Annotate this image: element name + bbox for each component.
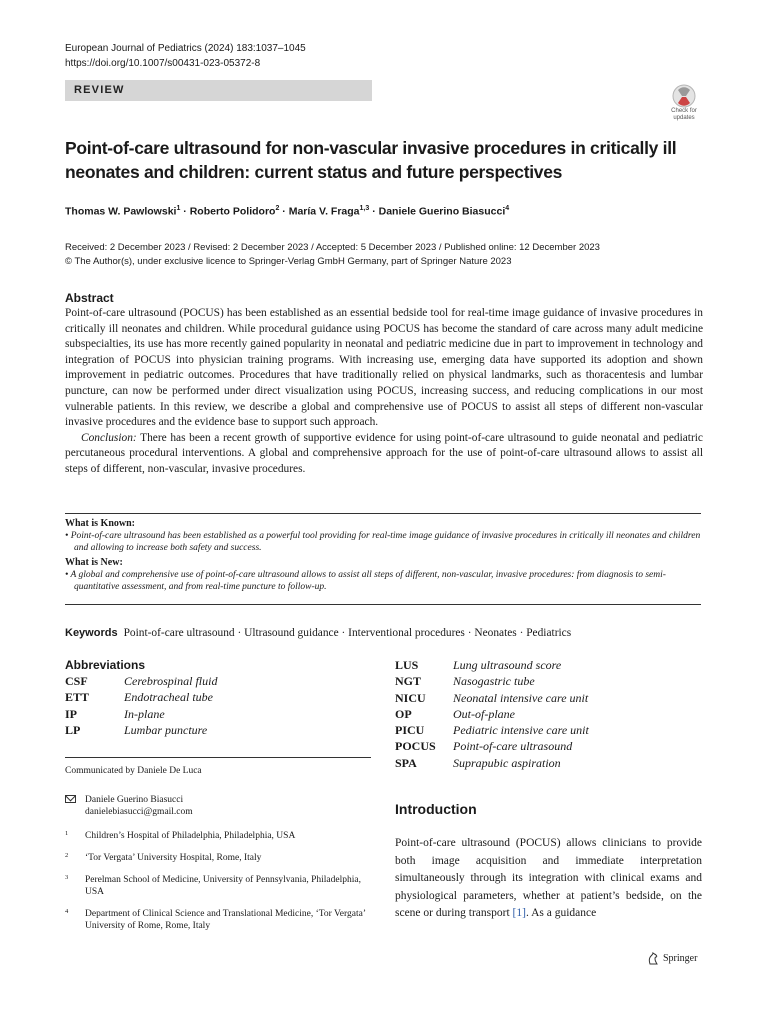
keywords-label: Keywords [65, 627, 118, 639]
abbreviation-row [65, 706, 217, 722]
author-affil-sup: 1,3 [359, 205, 370, 212]
corresponding-author [65, 794, 193, 818]
envelope-icon [65, 795, 76, 803]
author-affil-sup: 2 [275, 205, 280, 212]
conclusion-label: Conclusion: [81, 431, 137, 444]
abstract-text: Point-of-care ultrasound (POCUS) has been established as an essential bedside tool for real-time image guidance of invasive procedures in critically ill neonates and children. While procedural guidance using POCUS has become the standard of care across many adult medicine subspecialties, its use has more recently gained popularity in neonatal and pediatric medicine due in part to improvement in technology and integration of POCUS into physician training programs. With increasing use, emerging data have supported its adoption and shown improvement in pediatric outcomes. Procedures that have traditionally relied on physical landmarks, such as thoracentesis and lumbar puncture, can now be performed under direct visualization using POCUS, increasing success, and reducing complications in our most vulnerable patients. In this review, we describe a global and comprehensive use of POCUS to assist all steps of different non-vascular invasive procedures and the evidence base to support such approach. [65, 307, 703, 429]
abbreviation-meaning: Cerebrospinal fluid [124, 674, 218, 688]
affiliation-number: 1 [65, 830, 69, 837]
publisher-name: Springer [663, 953, 698, 964]
article-type-bar [65, 80, 372, 101]
abbreviation-row [395, 690, 589, 706]
abbreviation-meaning: Suprapubic aspiration [453, 755, 561, 770]
affiliation-text: Children’s Hospital of Philadelphia, Philadelphia, USA [85, 831, 296, 841]
introduction-text-continued: . As a guidance [525, 907, 597, 919]
known-heading: What is Known: [65, 518, 136, 529]
abbreviation-row [65, 673, 217, 689]
abbreviation-row [395, 738, 589, 754]
author-affil-sup: 4 [505, 205, 510, 212]
abbreviation: PICU [395, 723, 425, 738]
communicated-by: Communicated by Daniele De Luca [65, 766, 202, 776]
crossmark-label: Check for updates [671, 108, 697, 121]
abbreviations-list-left [65, 673, 217, 738]
abbreviation-meaning: Lung ultrasound score [453, 658, 562, 672]
abstract-conclusion [65, 431, 703, 478]
known-box-bottom-rule [65, 604, 701, 605]
affiliation-number: 4 [65, 908, 69, 915]
author-separator: · [183, 205, 190, 218]
affiliation [65, 830, 375, 842]
journal-citation [65, 41, 306, 71]
new-item: • A global and comprehensive use of point-of-care ultrasound allows to assist all steps of different, non-vascular, invasive procedures: from diagnosis to semi-quantitative assessment, and from real-time puncture to follow-up. [65, 570, 666, 592]
abbreviation-row [65, 689, 217, 705]
known-box-top-rule [65, 513, 701, 514]
copyright-line: © The Author(s), under exclusive licence to Springer-Verlag GmbH Germany, part of Springer Nature 2023 [65, 256, 512, 267]
introduction-heading: Introduction [395, 801, 477, 817]
abbreviation: SPA [395, 755, 417, 770]
affiliation [65, 908, 375, 932]
abbreviation: ETT [65, 690, 90, 705]
abstract-heading: Abstract [65, 291, 114, 305]
abbreviation-row [395, 673, 589, 689]
crossmark-icon [664, 84, 704, 108]
conclusion-text: There has been a recent growth of supportive evidence for using point-of-care ultrasound to guide neonatal and pediatric percutaneous procedural interventions. A global and comprehensive approach for the use of point-of-care ultrasound allows to assist all steps of different, non-vascular, invasive procedures. [65, 431, 703, 475]
abbreviation: OP [395, 706, 412, 721]
footnote-rule [65, 757, 371, 758]
affiliation-text: Department of Clinical Science and Translational Medicine, ‘Tor Vergata’ University of Rome, Rome, Italy [85, 909, 366, 931]
corresponding-email[interactable]: danielebiasucci@gmail.com [85, 807, 193, 817]
abbreviation-meaning: Out-of-plane [453, 706, 515, 721]
abbreviations-list-right [395, 657, 589, 771]
author-name[interactable]: María V. Fraga [288, 205, 360, 218]
abbreviation-row [395, 722, 589, 738]
abbreviation-meaning: Neonatal intensive care unit [453, 690, 589, 705]
what-is-known-box [65, 518, 703, 593]
abbreviation-meaning: Nasogastric tube [453, 674, 535, 689]
springer-horse-icon [647, 952, 659, 965]
abbreviation: NICU [395, 690, 426, 705]
abstract-body [65, 306, 703, 478]
abbreviation-row [395, 706, 589, 722]
abbreviation-row [395, 657, 589, 673]
abbreviation: POCUS [395, 739, 436, 754]
affiliations [65, 830, 375, 942]
author-name[interactable]: Roberto Polidoro [189, 205, 276, 218]
publisher-footer [647, 952, 697, 965]
affiliation-text: ‘Tor Vergata’ University Hospital, Rome, Italy [85, 853, 262, 863]
introduction-text: Point-of-care ultrasound (POCUS) allows clinicians to provide both image acquisition and immediate interpretation simultaneously through its integration with clinical exams and physiological parameters, whether at patient’s bedside, on the scene or during transport [395, 837, 702, 919]
author-separator: · [372, 205, 379, 218]
abbreviation-row [395, 755, 589, 771]
known-item: • Point-of-care ultrasound has been established as a powerful tool providing for real-time image guidance of invasive procedures in critically ill neonates and children and allowing to increase both safety and success. [65, 531, 701, 553]
publication-info [65, 241, 600, 269]
journal-name: European Journal of Pediatrics (2024) 183:1037–1045 [65, 43, 306, 54]
abbreviation: LUS [395, 658, 419, 672]
affiliation-number: 2 [65, 852, 69, 859]
affiliation [65, 852, 375, 864]
author-name[interactable]: Thomas W. Pawlowski [65, 205, 177, 218]
abbreviation-meaning: In-plane [124, 706, 165, 721]
author-affil-sup: 1 [176, 205, 181, 212]
abbreviation: NGT [395, 674, 422, 689]
publication-dates: Received: 2 December 2023 / Revised: 2 December 2023 / Accepted: 5 December 2023 / Published online: 12 December 2023 [65, 242, 600, 253]
abbreviations-heading: Abbreviations [65, 658, 146, 672]
reference-link[interactable]: [1] [512, 907, 526, 919]
article-type-label: REVIEW [74, 84, 125, 96]
corresponding-name: Daniele Guerino Biasucci [85, 795, 184, 805]
affiliation [65, 874, 375, 898]
article-title: Point-of-care ultrasound for non-vascular invasive procedures in critically ill neonates and children: current status and future perspectives [65, 138, 677, 182]
abbreviation-row [65, 722, 217, 738]
introduction-body [395, 835, 702, 923]
abbreviation: LP [65, 722, 81, 737]
abbreviation-meaning: Point-of-care ultrasound [453, 739, 573, 754]
abbreviation: IP [65, 706, 77, 721]
author-name[interactable]: Daniele Guerino Biasucci [378, 205, 506, 218]
doi-link[interactable]: https://doi.org/10.1007/s00431-023-05372-8 [65, 58, 261, 69]
author-list [65, 205, 509, 218]
affiliation-number: 3 [65, 874, 69, 881]
abbreviation-meaning: Lumbar puncture [124, 722, 208, 737]
abbreviation-meaning: Endotracheal tube [124, 690, 213, 705]
abbreviation-meaning: Pediatric intensive care unit [453, 723, 589, 738]
keywords [65, 627, 571, 639]
crossmark-badge[interactable] [664, 84, 704, 124]
keywords-text: Point-of-care ultrasound · Ultrasound guidance · Interventional procedures · Neonates · Pediatrics [123, 627, 572, 639]
author-separator: · [282, 205, 289, 218]
abbreviation: CSF [65, 674, 88, 688]
new-heading: What is New: [65, 557, 123, 568]
affiliation-text: Perelman School of Medicine, University of Pennsylvania, Philadelphia, USA [85, 875, 361, 897]
